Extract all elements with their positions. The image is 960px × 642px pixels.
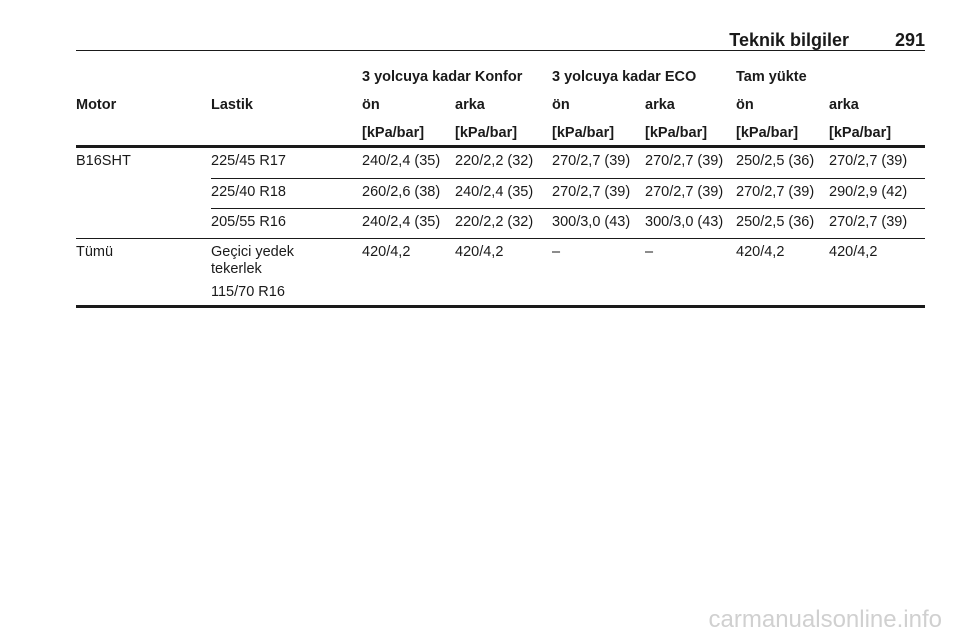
tire-cell: Geçici yedek (211, 244, 295, 260)
pressure-cell: 240/2,4 (35) (362, 153, 441, 169)
tire-cell-line-2: tekerlek (211, 261, 262, 277)
pressure-cell: 270/2,7 (39) (645, 184, 724, 200)
group-header-full-load: Tam yükte (736, 69, 807, 85)
subheader-front: ön (362, 97, 380, 113)
pressure-cell: 270/2,7 (39) (829, 153, 908, 169)
pressure-cell: 270/2,7 (39) (736, 184, 815, 200)
motor-cell: Tümü (76, 244, 114, 260)
pressure-cell: 220/2,2 (32) (455, 153, 534, 169)
pressure-cell: – (552, 244, 561, 260)
row-divider (76, 238, 925, 239)
unit-label: [kPa/bar] (829, 125, 892, 141)
column-header-motor: Motor (76, 97, 117, 113)
tire-cell: 225/40 R18 (211, 184, 286, 200)
unit-label: [kPa/bar] (645, 125, 708, 141)
pressure-cell: 300/3,0 (43) (645, 214, 724, 230)
pressure-cell: 290/2,9 (42) (829, 184, 908, 200)
row-divider (211, 208, 925, 209)
pressure-cell: 300/3,0 (43) (552, 214, 631, 230)
pressure-cell: 420/4,2 (362, 244, 411, 260)
pressure-cell: 250/2,5 (36) (736, 214, 815, 230)
pressure-cell: 420/4,2 (455, 244, 504, 260)
page-header (76, 24, 925, 51)
group-header-konfor: 3 yolcuya kadar Konfor (362, 69, 523, 85)
unit-label: [kPa/bar] (362, 125, 425, 141)
pressure-cell: 270/2,7 (39) (552, 153, 631, 169)
row-divider (211, 178, 925, 179)
unit-label: [kPa/bar] (455, 125, 518, 141)
subheader-rear: arka (645, 97, 675, 113)
pressure-cell: 260/2,6 (38) (362, 184, 441, 200)
group-header-eco: 3 yolcuya kadar ECO (552, 69, 697, 85)
subheader-front: ön (736, 97, 754, 113)
unit-label: [kPa/bar] (736, 125, 799, 141)
pressure-cell: 420/4,2 (736, 244, 785, 260)
header-bottom-rule (76, 145, 925, 148)
watermark: carmanualsonline.info (708, 606, 942, 633)
pressure-cell: 250/2,5 (36) (736, 153, 815, 169)
tire-cell: 225/45 R17 (211, 153, 286, 169)
column-header-tire: Lastik (211, 97, 253, 113)
subheader-rear: arka (829, 97, 859, 113)
pressure-cell: – (645, 244, 654, 260)
table-bottom-rule (76, 305, 925, 308)
subheader-rear: arka (455, 97, 485, 113)
page-title: Teknik bilgiler (729, 30, 849, 50)
unit-label: [kPa/bar] (552, 125, 615, 141)
subheader-front: ön (552, 97, 570, 113)
motor-cell: B16SHT (76, 153, 131, 169)
pressure-cell: 240/2,4 (35) (362, 214, 441, 230)
page-number: 291 (894, 30, 925, 50)
tire-cell-size: 115/70 R16 (211, 284, 285, 300)
tire-cell: 205/55 R16 (211, 214, 286, 230)
pressure-cell: 270/2,7 (39) (645, 153, 724, 169)
pressure-cell: 270/2,7 (39) (552, 184, 631, 200)
pressure-cell: 420/4,2 (829, 244, 878, 260)
pressure-cell: 220/2,2 (32) (455, 214, 534, 230)
pressure-cell: 240/2,4 (35) (455, 184, 534, 200)
pressure-cell: 270/2,7 (39) (829, 214, 908, 230)
